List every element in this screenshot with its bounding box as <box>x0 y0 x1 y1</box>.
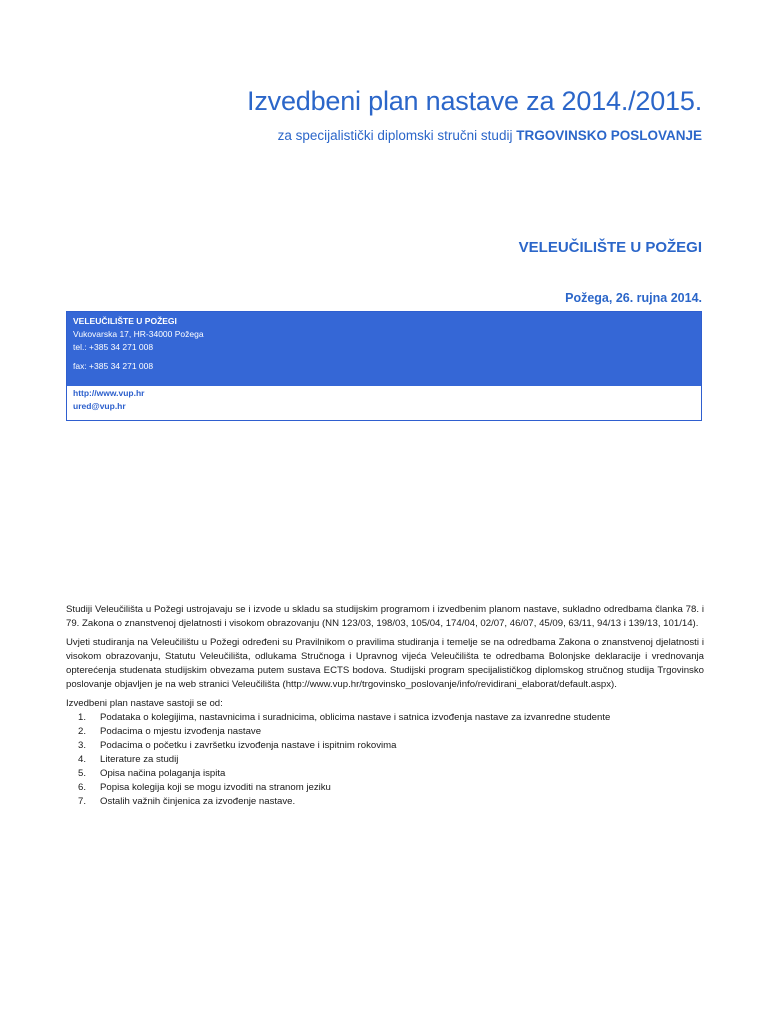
list-item: 7. Ostalih važnih činjenica za izvođenje nastave. <box>78 796 296 807</box>
list-item: 1. Podataka o kolegijima, nastavnicima i suradnicima, oblicima nastave i satnica izvođenja nastave za izvanredne studente <box>78 712 611 723</box>
subtitle-prefix: za specijalistički diplomski stručni studij <box>277 128 513 143</box>
website-link[interactable]: http://www.vup.hr <box>73 388 145 398</box>
contact-links <box>67 386 701 420</box>
contact-box <box>66 311 702 421</box>
list-item: 5. Opisa načina polaganja ispita <box>78 768 226 779</box>
list-item: 6. Popisa kolegija koji se mogu izvoditi na stranom jeziku <box>78 782 331 793</box>
list-item: 4. Literature za studij <box>78 754 179 765</box>
list-item: 2. Podacima o mjestu izvođenja nastave <box>78 726 262 737</box>
institution-name: VELEUČILIŠTE U POŽEGI <box>518 239 702 256</box>
email-link[interactable]: ured@vup.hr <box>73 400 126 411</box>
contact-tel: tel.: +385 34 271 008 <box>73 342 154 352</box>
document-subtitle <box>278 128 702 143</box>
paragraph-study-conditions: Uvjeti studiranja na Veleučilištu u Požegi određeni su Pravilnikom o pravilima studiranja i temelje se na odredbama Zakona o znanstvenoj djelatnosti i visokom obrazovanju, Statutu Veleučilišta, odlukama Stručnoga i Upravnog vijeća Veleučilišta te odredbama Bolonjske deklaracije i vrednovanja opterećenja studenata studijskim obvezama putem sustava ECTS bodova. Studijski program specijalističkog diplomskog stručnog studija Trgovinsko poslovanje objavljen je na web stranici Veleučilišta (http://www.vup.hr/trgovinsko_poslovanje/info/revidirani_elaborat/default.aspx). <box>66 637 704 690</box>
contact-address: Vukovarska 17, HR-34000 Požega <box>73 329 204 339</box>
body-text <box>66 603 704 809</box>
contact-fax: fax: +385 34 271 008 <box>73 361 154 371</box>
list-intro: Izvedbeni plan nastave sastoji se od: <box>66 698 223 709</box>
contact-header <box>67 312 701 386</box>
program-name: TRGOVINSKO POSLOVANJE <box>516 128 702 143</box>
list-item: 3. Podacima o početku i završetku izvođenja nastave i ispitnim rokovima <box>78 740 397 751</box>
contents-list <box>66 711 704 809</box>
contact-name: VELEUČILIŠTE U POŽEGI <box>73 316 177 326</box>
document-title: Izvedbeni plan nastave za 2014./2015. <box>247 86 702 116</box>
paragraph-legal-basis: Studiji Veleučilišta u Požegi ustrojavaju se i izvode u skladu sa studijskim programom i izvedbenim planom nastave, sukladno odredbama članka 78. i 79. Zakona o znanstvenoj djelatnosti i visokom obrazovanju (NN 123/03, 198/03, 105/04, 174/04, 02/07, 46/07, 45/09, 63/11, 94/13 i 139/13, 101/14). <box>66 604 704 629</box>
document-date: Požega, 26. rujna 2014. <box>565 291 702 305</box>
